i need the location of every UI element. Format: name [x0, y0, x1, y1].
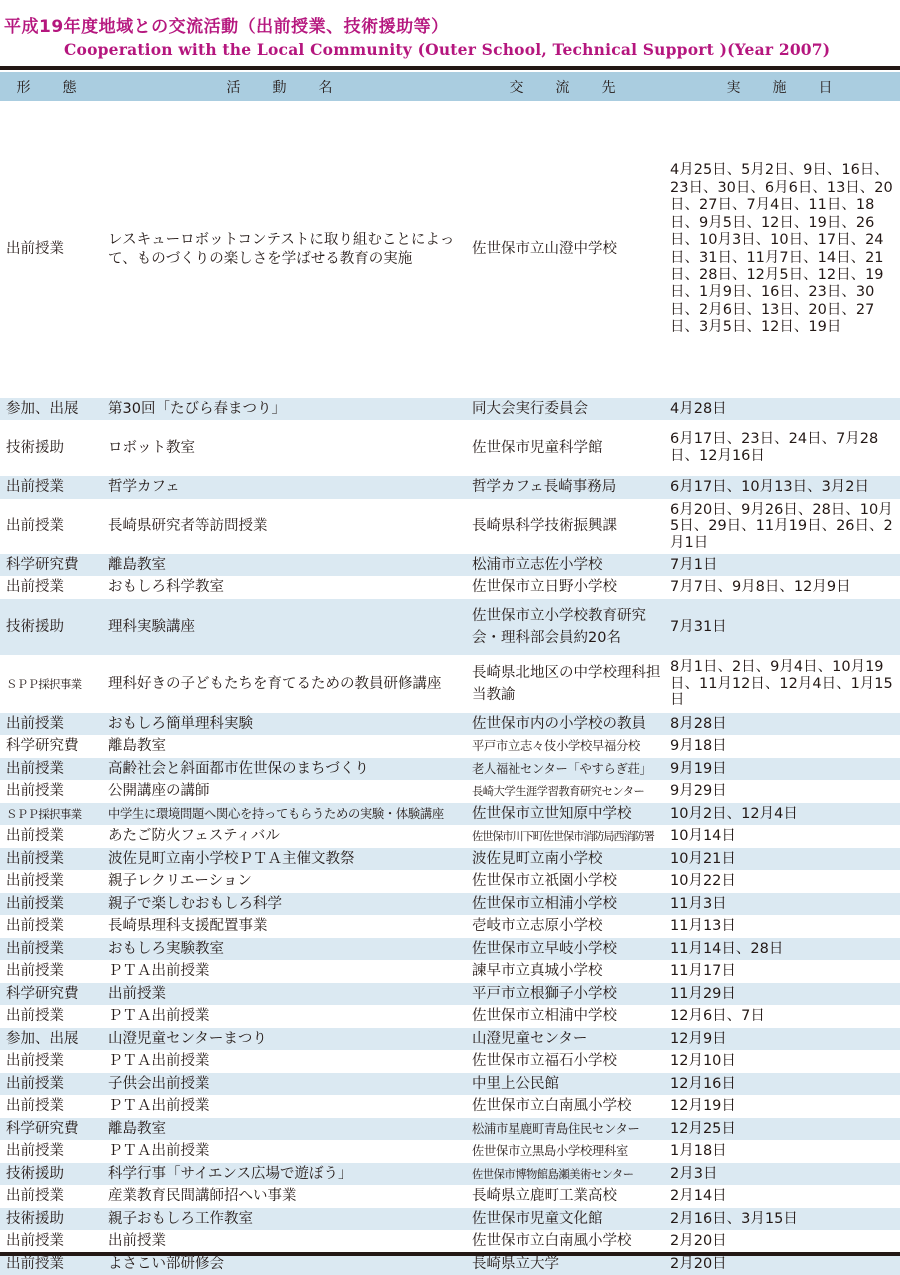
- cell-activity: おもしろ科学教室: [108, 579, 224, 595]
- cell-activity: おもしろ簡単理科実験: [102, 713, 466, 735]
- cell-dates: 4月25日、5月2日、9日、16日、23日、30日、6月6日、13日、20日、27日、7月4日、11日、18日、9月5日、12日、19日、26日、10月3日、10日、17日、24日、31日、11月7日、14日、21日、28日、12月5日、12日、19日、1月9日、16日、23日、30日、2月6日、13日、20日、27日、3月5日、12日、19日: [670, 162, 893, 336]
- table-row: [0, 915, 900, 938]
- cell-type: 参加、出展: [0, 398, 102, 420]
- cell-activity: 離島教室: [102, 1118, 466, 1140]
- cell-activity: おもしろ実験教室: [102, 938, 466, 960]
- cell-partner: 佐世保市立小学校教育研究会・理科部会員約20名: [466, 599, 668, 655]
- cell-type: 科学研究費: [0, 1118, 102, 1140]
- cell-dates: 6月17日、23日、24日、7月28日、12月16日: [670, 431, 879, 464]
- cell-partner: 平戸市立根獅子小学校: [466, 983, 668, 1005]
- cell-activity: 波佐見町立南小学校ＰＴＡ主催文教祭: [102, 848, 466, 870]
- cell-type: ＳＰＰ採択事業: [6, 677, 82, 691]
- cell-dates: 6月17日、10月13日、3月2日: [668, 476, 900, 499]
- cell-activity: 離島教室: [108, 738, 166, 754]
- table-row: [0, 554, 900, 576]
- cell-activity: 長崎県理科支援配置事業: [108, 918, 268, 934]
- cell-partner: 佐世保市立黒島小学校理科室: [472, 1144, 628, 1158]
- cell-type: 技術援助: [6, 439, 64, 456]
- table-row: [0, 938, 900, 960]
- cell-dates: 11月13日: [670, 918, 736, 934]
- cell-partner: 長崎大学生涯学習教育研究センター: [472, 785, 645, 798]
- cell-type: 出前授業: [0, 758, 102, 780]
- cell-dates: 12月25日: [668, 1118, 900, 1140]
- cell-activity: 科学行事「サイエンス広場で遊ぼう」: [102, 1163, 466, 1185]
- cell-dates: 8月1日、2日、9月4日、10月19日、11月12日、12月4日、1月15日: [670, 659, 893, 709]
- table-row: [0, 1163, 900, 1185]
- table-row: [0, 825, 900, 848]
- cell-dates: 11月3日: [668, 893, 900, 915]
- cell-dates: 11月17日: [670, 963, 736, 979]
- cell-activity: ＰＴＡ出前授業: [108, 963, 210, 979]
- cell-type: 出前授業: [6, 1053, 64, 1069]
- cell-type: 出前授業: [6, 1143, 64, 1159]
- cell-partner: 長崎県立大学: [466, 1253, 668, 1275]
- cell-type: 出前授業: [0, 713, 102, 735]
- cell-type: 参加、出展: [0, 1028, 102, 1050]
- cell-type: 出前授業: [0, 1253, 102, 1275]
- cell-partner: 諫早市立真城小学校: [472, 963, 603, 979]
- cell-dates: 12月19日: [670, 1098, 736, 1114]
- cell-dates: 11月14日、28日: [668, 938, 900, 960]
- table-row: [0, 499, 900, 554]
- cell-type: 科学研究費: [6, 738, 79, 754]
- cell-partner: 松浦市立志佐小学校: [466, 554, 668, 576]
- cell-partner: 佐世保市立早岐小学校: [466, 938, 668, 960]
- table-row: [0, 735, 900, 758]
- cell-type: 出前授業: [6, 963, 64, 979]
- cell-partner: 佐世保市内の小学校の教員: [466, 713, 668, 735]
- cell-partner: 山澄児童センター: [466, 1028, 668, 1050]
- activities-table: [0, 72, 900, 1275]
- table-row: [0, 1028, 900, 1050]
- cell-partner: 佐世保市立山澄中学校: [472, 241, 617, 257]
- cell-partner: 老人福祉センター「やすらぎ荘」: [466, 758, 668, 780]
- cell-dates: 4月28日: [668, 398, 900, 420]
- header-activity: 活 動 名: [102, 72, 466, 101]
- header-dates: 実 施 日: [668, 72, 900, 101]
- cell-dates: 12月16日: [668, 1073, 900, 1095]
- table-row: [0, 1005, 900, 1028]
- table-row: [0, 893, 900, 915]
- cell-partner: 平戸市立志々伎小学校早福分校: [472, 739, 640, 753]
- cell-partner: 波佐見町立南小学校: [466, 848, 668, 870]
- table-row: [0, 848, 900, 870]
- cell-dates: 10月2日、12月4日: [668, 803, 900, 825]
- cell-dates: 2月20日: [670, 1233, 727, 1249]
- table-row: [0, 870, 900, 893]
- top-rule: [0, 66, 900, 70]
- cell-partner: 長崎県北地区の中学校理科担当教諭: [472, 665, 661, 703]
- cell-dates: 10月21日: [668, 848, 900, 870]
- table-row: [0, 476, 900, 499]
- table-row: [0, 1050, 900, 1073]
- cell-type: ＳＰＰ採択事業: [0, 803, 102, 825]
- cell-activity: 産業教育民間講師招へい事業: [108, 1188, 297, 1204]
- cell-activity: ＰＴＡ出前授業: [108, 1143, 210, 1159]
- cell-partner: 佐世保市児童文化館: [466, 1208, 668, 1230]
- cell-type: 出前授業: [6, 1233, 64, 1249]
- cell-partner: 佐世保市立日野小学校: [472, 579, 617, 595]
- cell-partner: 佐世保市立相浦中学校: [472, 1008, 617, 1024]
- table-row: [0, 1230, 900, 1253]
- cell-dates: 10月22日: [670, 873, 736, 889]
- cell-activity: 公開講座の講師: [108, 783, 210, 799]
- cell-partner: 同大会実行委員会: [466, 398, 668, 420]
- cell-activity: 親子で楽しむおもしろ科学: [102, 893, 466, 915]
- header-partner: 交 流 先: [466, 72, 668, 101]
- cell-type: 出前授業: [0, 938, 102, 960]
- table-row: [0, 101, 900, 398]
- bottom-rule: [0, 1252, 900, 1256]
- cell-type: 出前授業: [0, 1073, 102, 1095]
- cell-activity: あたご防火フェスティバル: [108, 828, 280, 844]
- table-row: [0, 713, 900, 735]
- cell-dates: 2月16日、3月15日: [668, 1208, 900, 1230]
- cell-activity: 長崎県研究者等訪問授業: [108, 518, 268, 534]
- cell-activity: 離島教室: [102, 554, 466, 576]
- cell-activity: 親子おもしろ工作教室: [102, 1208, 466, 1230]
- cell-activity: 山澄児童センターまつり: [102, 1028, 466, 1050]
- table-row: [0, 1208, 900, 1230]
- cell-partner: 哲学カフェ長崎事務局: [466, 476, 668, 499]
- table-row: [0, 983, 900, 1005]
- cell-activity: レスキューロボットコンテストに取り組むことによって、ものづくりの楽しさを学ばせる教育の実施: [108, 231, 455, 267]
- table-row: [0, 398, 900, 420]
- cell-activity: ＰＴＡ出前授業: [108, 1098, 210, 1114]
- cell-type: 出前授業: [6, 783, 64, 799]
- table-row: [0, 1253, 900, 1275]
- cell-dates: 12月6日、7日: [670, 1008, 765, 1024]
- table-row: [0, 1073, 900, 1095]
- cell-dates: 9月19日: [668, 758, 900, 780]
- cell-dates: 7月31日: [668, 599, 900, 655]
- cell-type: 出前授業: [0, 476, 102, 499]
- cell-partner: 中里上公民館: [466, 1073, 668, 1095]
- cell-activity: 理科好きの子どもたちを育てるための教員研修講座: [108, 676, 442, 692]
- cell-type: 出前授業: [6, 873, 64, 889]
- cell-type: 科学研究費: [0, 554, 102, 576]
- cell-type: 出前授業: [6, 1008, 64, 1024]
- page-title: 平成19年度地域との交流活動（出前授業、技術援助等）: [4, 17, 449, 37]
- cell-activity: ロボット教室: [108, 439, 195, 456]
- cell-dates: 12月9日: [668, 1028, 900, 1050]
- page-subtitle-english: Cooperation with the Local Community (Outer School, Technical Support )(Year 2007): [64, 40, 831, 59]
- cell-activity: ＰＴＡ出前授業: [108, 1053, 210, 1069]
- cell-type: 出前授業: [6, 579, 64, 595]
- table-row: [0, 576, 900, 599]
- cell-activity: 出前授業: [108, 1233, 166, 1249]
- cell-dates: 8月28日: [668, 713, 900, 735]
- table-row: [0, 803, 900, 825]
- cell-activity: 高齢社会と斜面都市佐世保のまちづくり: [102, 758, 466, 780]
- table-row: [0, 960, 900, 983]
- cell-partner: 佐世保市立祇園小学校: [472, 873, 617, 889]
- cell-dates: 12月10日: [670, 1053, 736, 1069]
- table-header-row: [0, 72, 900, 101]
- cell-type: 出前授業: [6, 828, 64, 844]
- cell-partner: 松浦市星鹿町青島住民センター: [466, 1118, 668, 1140]
- cell-partner: 長崎県立鹿町工業高校: [472, 1188, 617, 1204]
- cell-activity: ＰＴＡ出前授業: [108, 1008, 210, 1024]
- table-row: [0, 599, 900, 655]
- cell-dates: 2月14日: [670, 1188, 727, 1204]
- cell-type: 技術援助: [0, 1208, 102, 1230]
- table-row: [0, 758, 900, 780]
- table-row: [0, 1140, 900, 1163]
- cell-dates: 2月3日: [668, 1163, 900, 1185]
- cell-activity: 哲学カフェ: [102, 476, 466, 499]
- cell-dates: 7月7日、9月8日、12月9日: [670, 579, 851, 595]
- cell-type: 技術援助: [0, 599, 102, 655]
- cell-dates: 11月29日: [668, 983, 900, 1005]
- cell-type: 技術援助: [0, 1163, 102, 1185]
- cell-dates: 9月29日: [670, 783, 727, 799]
- cell-dates: 7月1日: [668, 554, 900, 576]
- table-row: [0, 655, 900, 713]
- cell-type: 出前授業: [6, 241, 64, 257]
- cell-dates: 6月20日、9月26日、28日、10月5日、29日、11月19日、26日、2月1日: [670, 501, 893, 551]
- cell-partner: 佐世保市立世知原中学校: [466, 803, 668, 825]
- table-row: [0, 1185, 900, 1208]
- cell-activity: 第30回「たびら春まつり」: [102, 398, 466, 420]
- cell-activity: 理科実験講座: [102, 599, 466, 655]
- cell-partner: 長崎県科学技術振興課: [472, 518, 617, 534]
- cell-type: 出前授業: [0, 848, 102, 870]
- cell-type: 出前授業: [6, 1098, 64, 1114]
- header-type: 形 態: [0, 72, 102, 101]
- cell-partner: 佐世保市川下町佐世保市消防局西消防署: [472, 830, 654, 843]
- cell-activity: 中学生に環境問題へ関心を持ってもらうための実験・体験講座: [102, 803, 466, 825]
- cell-type: 出前授業: [6, 918, 64, 934]
- table-row: [0, 1118, 900, 1140]
- cell-dates: 10月14日: [670, 828, 736, 844]
- cell-dates: 9月18日: [670, 738, 727, 754]
- cell-activity: よさこい部研修会: [102, 1253, 466, 1275]
- cell-partner: 佐世保市立相浦小学校: [466, 893, 668, 915]
- cell-activity: 子供会出前授業: [102, 1073, 466, 1095]
- cell-dates: 1月18日: [670, 1143, 727, 1159]
- cell-partner: 佐世保市立福石小学校: [472, 1053, 617, 1069]
- cell-partner: 佐世保市立白南風小学校: [472, 1233, 632, 1249]
- table-row: [0, 1095, 900, 1118]
- cell-type: 出前授業: [6, 1188, 64, 1204]
- cell-partner: 壱岐市立志原小学校: [472, 918, 603, 934]
- table-row: [0, 420, 900, 476]
- cell-type: 出前授業: [6, 518, 64, 534]
- cell-partner: 佐世保市立白南風小学校: [472, 1098, 632, 1114]
- table-row: [0, 780, 900, 803]
- cell-partner: 佐世保市児童科学館: [472, 439, 603, 456]
- cell-type: 科学研究費: [0, 983, 102, 1005]
- cell-type: 出前授業: [0, 893, 102, 915]
- cell-dates: 2月20日: [668, 1253, 900, 1275]
- cell-partner: 佐世保市博物館島瀬美術センター: [466, 1163, 668, 1185]
- cell-activity: 出前授業: [102, 983, 466, 1005]
- cell-activity: 親子レクリエーション: [108, 873, 252, 889]
